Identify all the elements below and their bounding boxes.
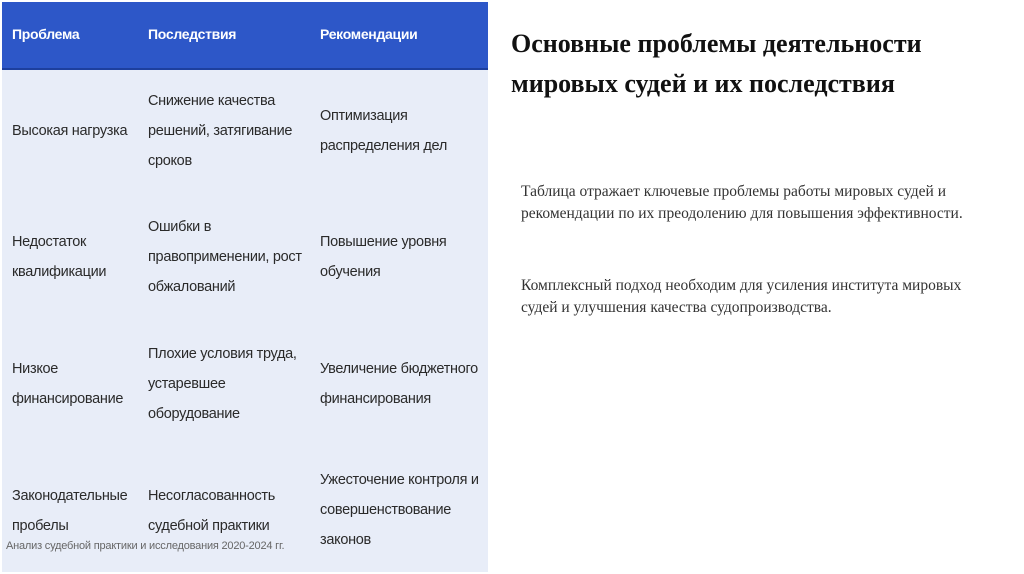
- problems-table: [2, 2, 488, 572]
- row-3-recommendation: Увеличение бюджетного финансирования: [320, 361, 478, 407]
- table-footnote: Анализ судебной практики и исследования 2020-2024 гг.: [6, 540, 285, 552]
- header-problem: Проблема: [12, 26, 80, 42]
- row-2-recommendation: Повышение уровня обучения: [320, 234, 447, 280]
- table-header: [2, 2, 488, 70]
- row-4-consequence: Несогласованность судебной практики: [148, 488, 276, 534]
- row-2-problem: Недостаток квалификации: [12, 234, 107, 280]
- row-1-consequence: Снижение качества решений, затягивание сроков: [148, 93, 293, 169]
- header-recommendations: Рекомендации: [320, 26, 418, 42]
- row-4-problem: Законодательные пробелы: [12, 488, 128, 534]
- description-paragraph-2: Комплексный подход необходим для усиления института мировых судей и улучшения качества судопроизводства.: [521, 277, 962, 316]
- row-3-consequence: Плохие условия труда, устаревшее оборудование: [148, 346, 297, 422]
- row-3-problem: Низкое финансирование: [12, 361, 124, 407]
- row-1-recommendation: Оптимизация распределения дел: [320, 108, 448, 154]
- header-consequences: Последствия: [148, 26, 237, 42]
- slide-title: Основные проблемы деятельности мировых судей и их последствия: [511, 29, 922, 98]
- description-paragraph-1: Таблица отражает ключевые проблемы работы мировых судей и рекомендации по их преодолению для повышения эффективности.: [521, 183, 963, 222]
- row-1-problem: Высокая нагрузка: [12, 123, 128, 139]
- row-4-recommendation: Ужесточение контроля и совершенствование законов: [320, 472, 479, 548]
- row-2-consequence: Ошибки в правоприменении, рост обжалований: [148, 219, 302, 295]
